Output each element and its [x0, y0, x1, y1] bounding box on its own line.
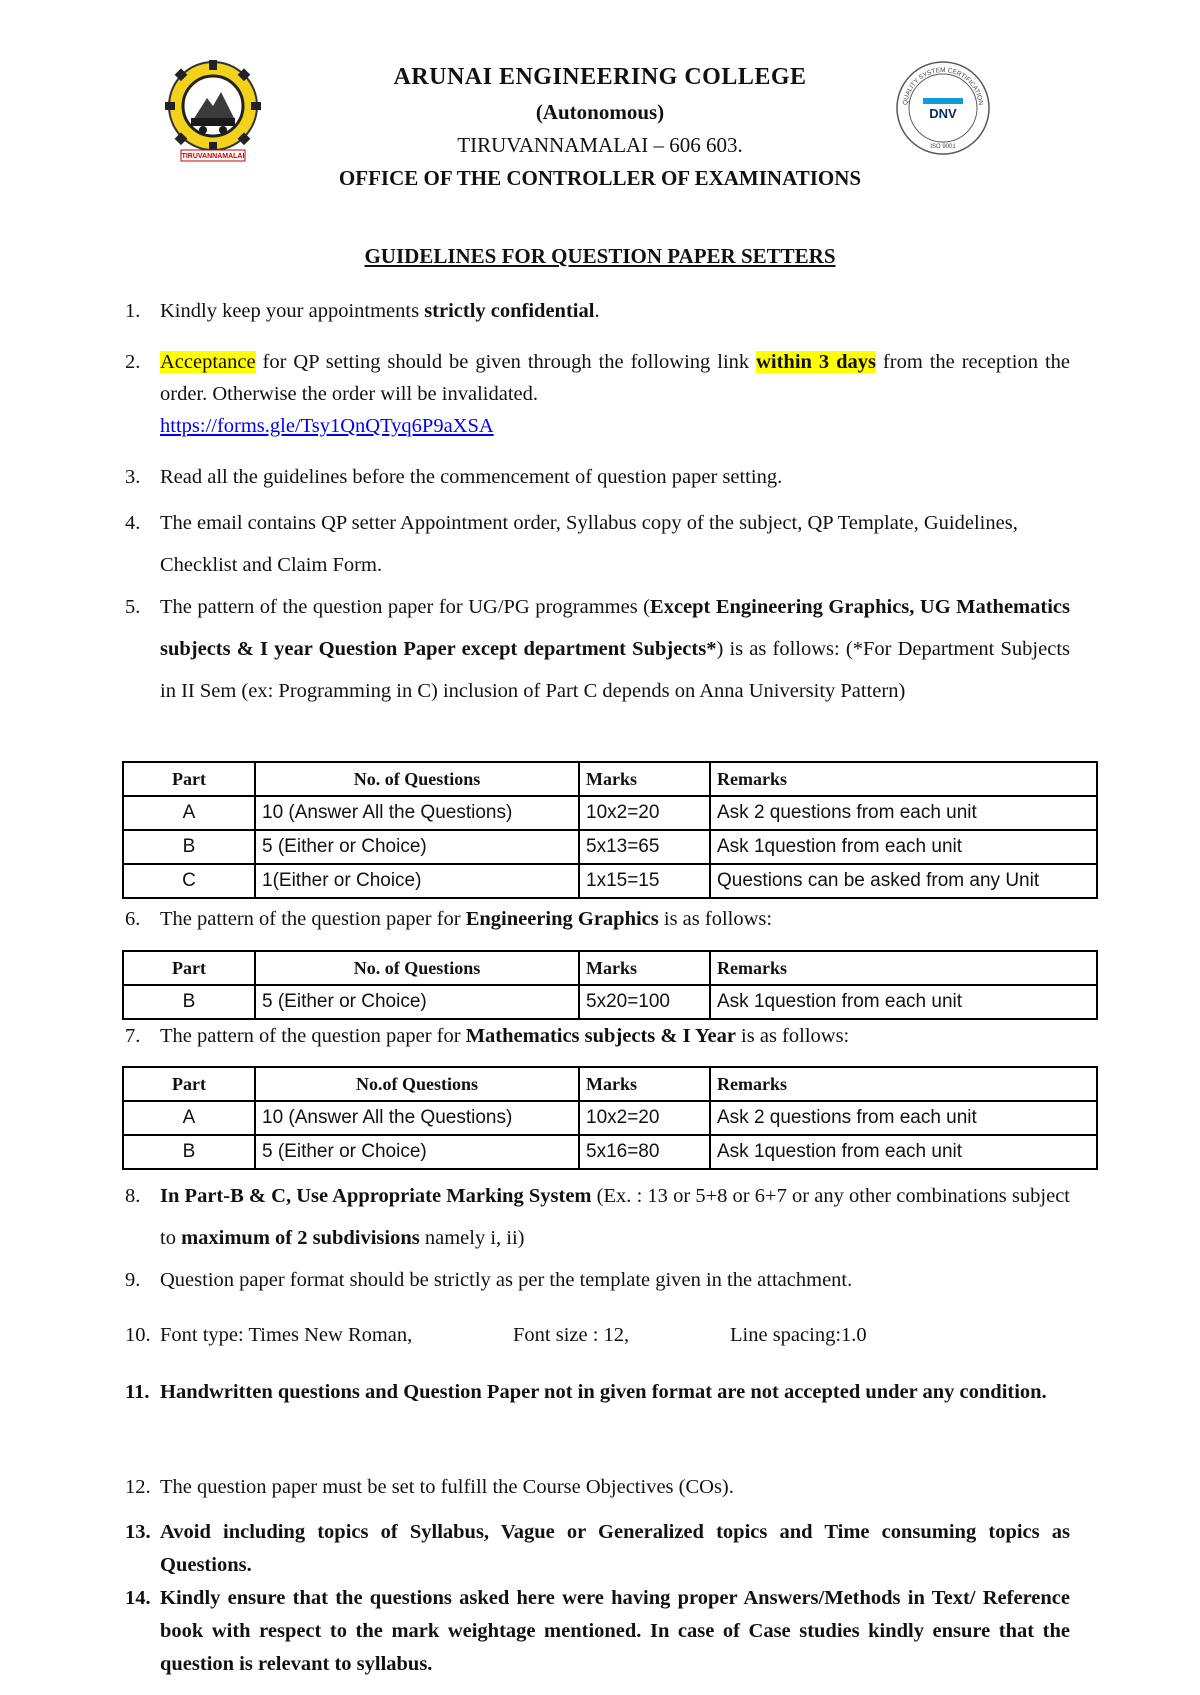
college-address: TIRUVANNAMALAI – 606 603.: [457, 133, 743, 157]
dnv-ring-text: QUALITY SYSTEM CERTIFICATION: [902, 66, 984, 106]
table-row: A 10 (Answer All the Questions) 10x2=20 Ask 2 questions from each unit: [123, 796, 1097, 830]
table-row: B 5 (Either or Choice) 5x20=100 Ask 1question from each unit: [123, 985, 1097, 1019]
pattern-table-mathematics: [122, 1066, 1098, 1170]
document-page: TIRUVANNAMALAI QUALITY SYSTEM CERTIFICATION DNV ISO 9001 ARUNAI ENGINEERING COLLEGE (Autonomous) TIRUVANNAMALAI – 606 603. OFFICE OF THE CONTROLLER OF EXAMINATIONS GUIDELINES FOR QUESTION PAPER SETTERS 1. Kindly keep your appointments strictly confidential. 2. Acceptance for QP setting should be given through the following link within 3 days from the reception the order. Otherwise the order will be invalidated. https://forms.gle/Tsy1QnQTyq6P9aXSA 3. Read all the guidelines before the commencement of question paper setting. 4. The email contains QP setter Appointment order, Syllabus copy of the subject, QP Template, Guidelines, Checklist and Claim Form. 5. The pattern of the question paper for UG/PG programmes (Except Engineering Graphics, UG Mathematics subjects & I year Question Paper except department Subjects*) is as follows: (*For Department Subjects in II Sem (ex: Programming in C) inclusion of Part C depends on Anna University Pattern) Part No. of Questions Marks Remarks A 10 (Answer All the Questions) 10x2=20 Ask 2 questions from each unit B 5 (Either or Choice) 5x13=65 Ask 1question from each unit C 1(Either or Choice) 1x15=15 Questions can be asked from any Unit 6. The pattern of the question paper for Engineering Graphics is as follows: Part No. of Questions Marks Remarks B 5 (Either or Choice) 5x20=100 Ask 1question from each unit 7. The pattern of the question paper for Mathematics subjects & I Year is as follows: Part No.of Questions Marks Remarks A 10 (Answer All the Questions) 10x2=20 Ask 2 questions from each unit B 5 (Either or Choice) 5x16=80 Ask 1question from each unit 8. In Part-B & C, Use Appropriate Marking System (Ex. : 13 or 5+8 or 6+7 or any other combinations subject to maximum of 2 subdivisions namely i, ii) 9. Question paper format should be strictly as per the template given in the attachment. 10. Font type: Times New Roman, Font size : 12, Line spacing:1.0 11. Handwritten questions and Question Paper not in given format are not accepted under any condition. 12. The question paper must be set to fulfill the Course Objectives (COs). 13. Avoid including topics of Syllabus, Vague or Generalized topics and Time consuming topics as Questions. 14. Kindly ensure that the questions asked here were having proper Answers/Methods in Text/ Reference book with respect to the mark weightage mentioned. In case of Case studies kindly ensure that the question is relevant to syllabus.: [0, 0, 1200, 1695]
table-row: C 1(Either or Choice) 1x15=15 Questions can be asked from any Unit: [123, 864, 1097, 898]
autonomous-label: (Autonomous): [535, 100, 665, 124]
office-title: OFFICE OF THE CONTROLLER OF EXAMINATIONS: [338, 166, 862, 190]
pattern-table-general: [122, 761, 1098, 899]
item-number: 1.: [125, 300, 141, 322]
item-number: 2.: [125, 351, 141, 373]
college-name: ARUNAI ENGINEERING COLLEGE: [393, 64, 807, 90]
acceptance-form-link[interactable]: https://forms.gle/Tsy1QnQTyq6P9aXSA: [160, 415, 494, 437]
table-header-row: Part No.of Questions Marks Remarks: [123, 1067, 1097, 1101]
dnv-brand-text: DNV: [929, 106, 957, 121]
dnv-iso-text: ISO 9001: [930, 144, 956, 150]
table-header-row: Part No. of Questions Marks Remarks: [123, 951, 1097, 985]
left-logo-caption: TIRUVANNAMALAI: [181, 153, 245, 160]
table-row: A 10 (Answer All the Questions) 10x2=20 Ask 2 questions from each unit: [123, 1101, 1097, 1135]
table-header-row: Part No. of Questions Marks Remarks: [123, 762, 1097, 796]
guidelines-title: GUIDELINES FOR QUESTION PAPER SETTERS: [364, 244, 836, 268]
table-row: B 5 (Either or Choice) 5x13=65 Ask 1question from each unit: [123, 830, 1097, 864]
table-row: B 5 (Either or Choice) 5x16=80 Ask 1question from each unit: [123, 1135, 1097, 1169]
pattern-table-engineering-graphics: [122, 950, 1098, 1020]
